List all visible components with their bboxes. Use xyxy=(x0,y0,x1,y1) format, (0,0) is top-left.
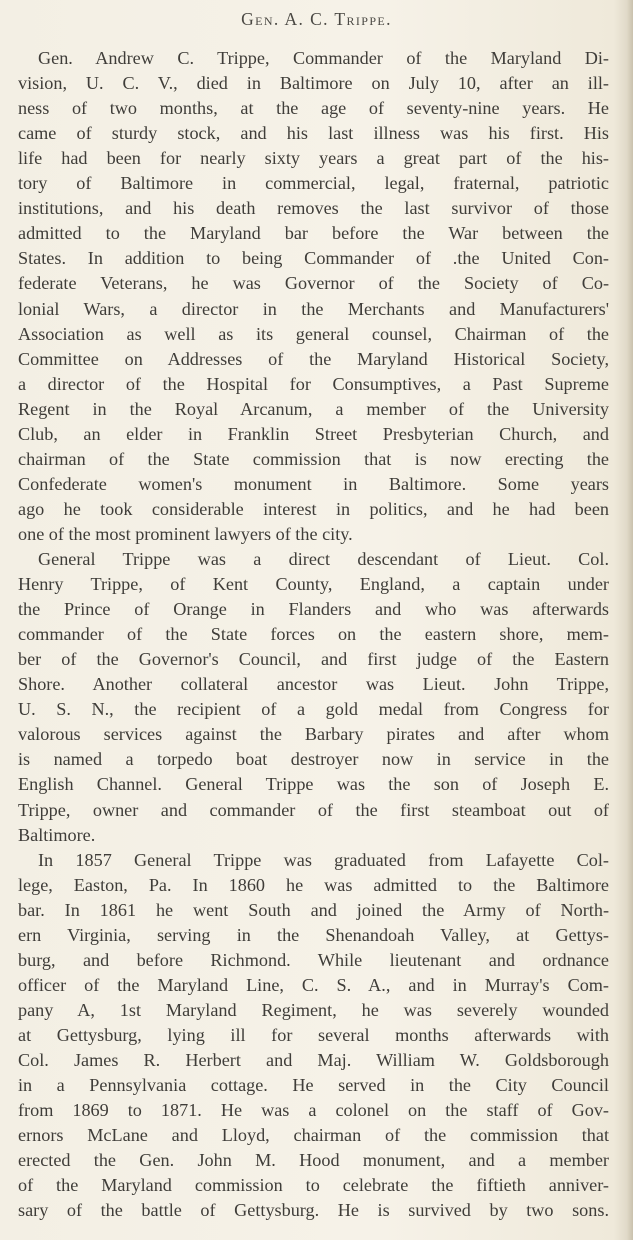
text-line: States. In addition to being Commander of .the United Con- xyxy=(18,248,609,269)
text-line: vision, U. C. V., died in Baltimore on July 10, after an ill- xyxy=(18,73,609,94)
text-line: General Trippe was a direct descendant of Lieut. Col. xyxy=(38,549,609,569)
text-line: Gen. Andrew C. Trippe, Commander of the Maryland Di- xyxy=(38,48,609,68)
text-line: pany A, 1st Maryland Regiment, he was severely wounded xyxy=(18,999,609,1020)
text-line: Henry Trippe, of Kent County, England, a captain under xyxy=(18,574,609,595)
text-line: from 1869 to 1871. He was a colonel on the staff of Gov- xyxy=(18,1100,609,1121)
text-line: a director of the Hospital for Consumptives, a Past Supreme xyxy=(18,373,609,394)
text-line: commander of the State forces on the eastern shore, mem- xyxy=(18,624,609,645)
text-line: Committee on Addresses of the Maryland Historical Society, xyxy=(18,348,609,369)
text-line: in a Pennsylvania cottage. He served in the City Council xyxy=(18,1075,609,1096)
text-line: Shore. Another collateral ancestor was Lieut. John Trippe, xyxy=(18,674,609,695)
text-line: ago he took considerable interest in politics, and he had been xyxy=(18,498,609,519)
text-line: ness of two months, at the age of seventy-nine years. He xyxy=(18,98,609,119)
text-line: admitted to the Maryland bar before the War between the xyxy=(18,223,609,244)
text-line: Confederate women's monument in Baltimore. Some years xyxy=(18,473,609,494)
text-line: In 1857 General Trippe was graduated from Lafayette Col- xyxy=(38,849,609,870)
text-line: Col. James R. Herbert and Maj. William W. Goldsborough xyxy=(18,1050,609,1070)
text-line: the Prince of Orange in Flanders and who was afterwards xyxy=(18,599,609,620)
text-line: Regent in the Royal Arcanum, a member of the University xyxy=(18,398,609,419)
text-line: came of sturdy stock, and his last illness was his first. His xyxy=(18,123,609,144)
text-line: Trippe, owner and commander of the first steamboat out of xyxy=(18,799,609,820)
text-line: burg, and before Richmond. While lieutenant and ordnance xyxy=(18,949,609,970)
text-line: Association as well as its general counsel, Chairman of the xyxy=(18,323,609,344)
text-line: tory of Baltimore in commercial, legal, fraternal, patriotic xyxy=(18,173,609,194)
text-line: ern Virginia, serving in the Shenandoah Valley, at Gettys- xyxy=(18,924,609,945)
text-line: ber of the Governor's Council, and first judge of the Eastern xyxy=(18,649,609,670)
text-line: institutions, and his death removes the last survivor of those xyxy=(18,198,609,219)
article-heading: Gen. A. C. Trippe. xyxy=(241,9,392,29)
text-line: English Channel. General Trippe was the son of Joseph E. xyxy=(18,774,609,795)
text-line: sary of the battle of Gettysburg. He is survived by two sons. xyxy=(18,1200,609,1221)
text-line: one of the most prominent lawyers of the city. xyxy=(18,523,353,544)
text-line: chairman of the State commission that is now erecting the xyxy=(18,448,609,469)
text-line: officer of the Maryland Line, C. S. A., and in Murray's Com- xyxy=(18,974,609,995)
text-line: erected the Gen. John M. Hood monument, and a member xyxy=(18,1150,609,1171)
text-line: Club, an elder in Franklin Street Presbyterian Church, and xyxy=(18,423,609,444)
text-line: bar. In 1861 he went South and joined the Army of North- xyxy=(18,899,609,920)
text-line: is named a torpedo boat destroyer now in service in the xyxy=(18,749,609,770)
text-line: U. S. N., the recipient of a gold medal from Congress for xyxy=(18,699,609,720)
text-line: federate Veterans, he was Governor of the Society of Co- xyxy=(18,273,609,294)
text-line: of the Maryland commission to celebrate the fiftieth anniver- xyxy=(18,1175,609,1196)
text-line: Baltimore. xyxy=(18,824,96,845)
text-line: life had been for nearly sixty years a great part of the his- xyxy=(18,148,609,169)
text-line: ernors McLane and Lloyd, chairman of the commission that xyxy=(18,1125,609,1146)
text-line: lonial Wars, a director in the Merchants and Manufacturers' xyxy=(18,298,609,319)
text-line: valorous services against the Barbary pirates and after whom xyxy=(18,724,609,745)
page-edge xyxy=(627,0,633,1240)
text-line: lege, Easton, Pa. In 1860 he was admitted to the Baltimore xyxy=(18,874,609,895)
text-line: at Gettysburg, lying ill for several months afterwards with xyxy=(18,1024,609,1045)
